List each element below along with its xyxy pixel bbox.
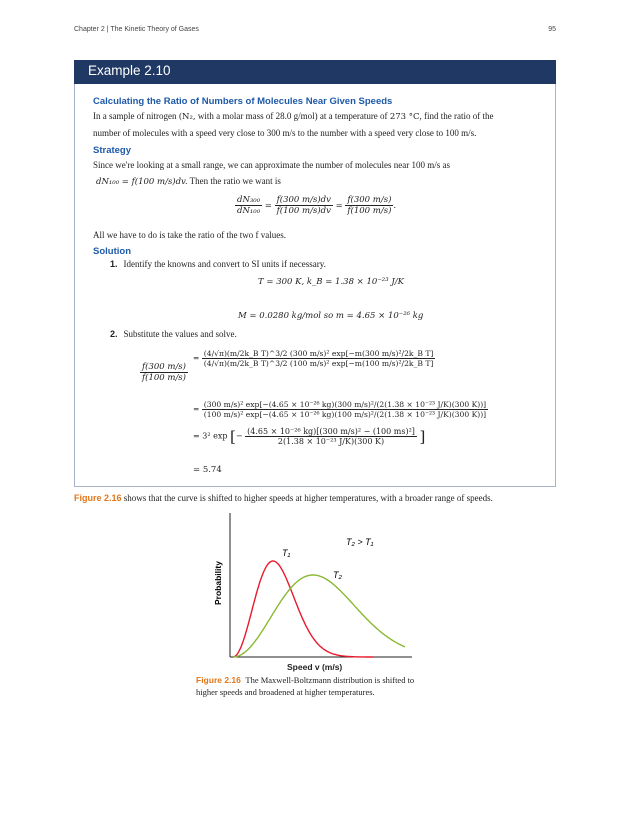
calc-line-1-num: (4/√π)(m/2k_B T)^3/2 (300 m/s)² exp[−m(300 m/s)²/2k_B T] [203, 349, 434, 358]
figure-caption [196, 674, 414, 698]
caption-line-1: The Maxwell-Boltzmann distribution is shifted to [245, 675, 415, 685]
page-number: 95 [548, 26, 556, 33]
intro-temp: 273 °C [389, 112, 420, 122]
example-title: Example 2.10 [88, 63, 171, 78]
calc-line-1-den: (4/√π)(m/2k_B T)^3/2 (100 m/s)² exp[−m(100 m/s)²/2k_B T] [203, 359, 434, 368]
calc-lhs [140, 362, 188, 383]
knowns-line-2: M = 0.0280 kg/mol so m = 4.65 × 10⁻²⁶ kg [238, 311, 424, 321]
solution-heading: Solution [93, 246, 131, 257]
ratio-equation: $\frac{\text{dN₃₀₀}}{\text{dN₁₀₀}}$ = $\frac{f(300 m/s)dv}{f(100 m/s)dv}$ = $\frac{f(300 m/s)}{f(100 m/s)}$ . [237, 195, 397, 216]
ratio-rhs-den: f(100 m/s) [347, 206, 392, 216]
strategy-line-2 [96, 173, 281, 191]
ratio-rhs-num: f(300 m/s) [347, 195, 392, 205]
body-text: shows that the curve is shifted to higher speeds at higher temperatures, with a broader range of speeds. [123, 493, 493, 503]
step-1-text: Identify the knowns and convert to SI units if necessary. [123, 259, 326, 269]
step-1-number: 1. [110, 259, 118, 269]
calc-lhs-den: f(100 m/s) [142, 373, 186, 383]
figure-link[interactable]: Figure 2.16 [74, 493, 122, 503]
calc-lhs-num: f(300 m/s) [142, 362, 186, 372]
x-axis-label: Speed v (m/s) [287, 662, 343, 672]
strategy-heading: Strategy [93, 145, 132, 156]
intro-line-1 [93, 108, 543, 126]
y-axis-label: Probability [213, 561, 223, 605]
t2-label: T₂ [333, 570, 342, 580]
ratio-mid-den: f(100 m/s)dv [276, 206, 331, 216]
example-banner [74, 60, 556, 84]
maxwell-boltzmann-figure [0, 505, 630, 665]
step-1 [110, 259, 326, 269]
calc-line-3-den: 2(1.38 × 10⁻²³ J/K)(300 K) [277, 437, 385, 446]
caption-line-2: higher speeds and broadened at higher temperatures. [196, 687, 375, 697]
calc-line-2-den: (100 m/s)² exp[−(4.65 × 10⁻²⁶ kg)(100 m/s)²/(2(1.38 × 10⁻²³ J/K)(300 K))] [203, 410, 487, 419]
step-2-number: 2. [110, 329, 118, 339]
calc-line-3-num: (4.65 × 10⁻²⁶ kg)[(300 m/s)² − (100 ms)²] [247, 427, 415, 436]
intro-text-1: In a sample of nitrogen [93, 111, 177, 121]
running-header: Chapter 2 | The Kinetic Theory of Gases [74, 26, 199, 33]
strategy-line-3: All we have to do is take the ratio of the two f values. [93, 230, 286, 240]
intro-line-2: number of molecules with a speed very close to 300 m/s to the number with a speed very close to 100 m/s. [93, 128, 477, 138]
calc-line-2-num: (300 m/s)² exp[−(4.65 × 10⁻²⁶ kg)(300 m/s)²/(2(1.38 × 10⁻²³ J/K)(300 K))] [203, 400, 487, 409]
calc-line-2: = (300 m/s)² exp[−(4.65 × 10⁻²⁶ kg)(300 m/s)²/(2(1.38 × 10⁻²³ J/K)(300 K))] (100 m/s)² exp[−(4.65 × 10⁻²⁶ kg)(100 m/s)²/(2(1.38 × 10⁻²³ J/K)(300 K))] [193, 400, 487, 419]
ratio-lhs-den: dN₁₀₀ [237, 206, 261, 216]
calc-line-1: = $\frac{\text{(4/√π)(m/2k\_B T)\textasciicircum{}3/2 (300 m/s)² exp[−m(300 m/s)²/2k\_B T]}}{\text{(4/√π)(m/2k\_B T)\textasciicircum{}3/2 (100 m/s)² exp[−m(100 m/s)²/2k\_B T]}}$ [193, 349, 434, 368]
ratio-mid-num: f(300 m/s)dv [276, 195, 331, 205]
strategy-line-1: Since we're looking at a small range, we can approximate the number of molecules near 100 m/s as [93, 160, 451, 170]
step-2-text: Substitute the values and solve. [123, 329, 237, 339]
strategy-text: Then the ratio we want is [189, 176, 281, 186]
calc-line-3: = 3² exp [− $\frac{\text{(4.65 × 10⁻²⁶ kg)[(300 m/s)² − (100 ms)²]}}{\text{2(1.38 × 10⁻²³ J/K)(300 K)}}$ ] [193, 427, 426, 446]
relation-label: T₂ > T₁ [346, 537, 374, 547]
calc-result: = 5.74 [193, 465, 222, 475]
intro-text-2: with a molar mass of 28.0 g/mol) at a temperature of [197, 111, 388, 121]
ratio-lhs-num: dN₃₀₀ [237, 195, 261, 205]
caption-label: Figure 2.16 [196, 675, 241, 685]
example-heading: Calculating the Ratio of Numbers of Molecules Near Given Speeds [93, 96, 393, 107]
strategy-math: dN₁₀₀ = f(100 m/s)dv. [96, 177, 188, 187]
t1-label: T₁ [282, 548, 291, 558]
knowns-line-1: T = 300 K, k_B = 1.38 × 10⁻²³ J/K [258, 277, 404, 287]
step-2 [110, 329, 237, 339]
calc-line-3-prefix: = 3² exp [193, 431, 228, 441]
intro-text-3: , find the ratio of the [419, 111, 494, 121]
intro-species: (N₂, [178, 112, 196, 122]
